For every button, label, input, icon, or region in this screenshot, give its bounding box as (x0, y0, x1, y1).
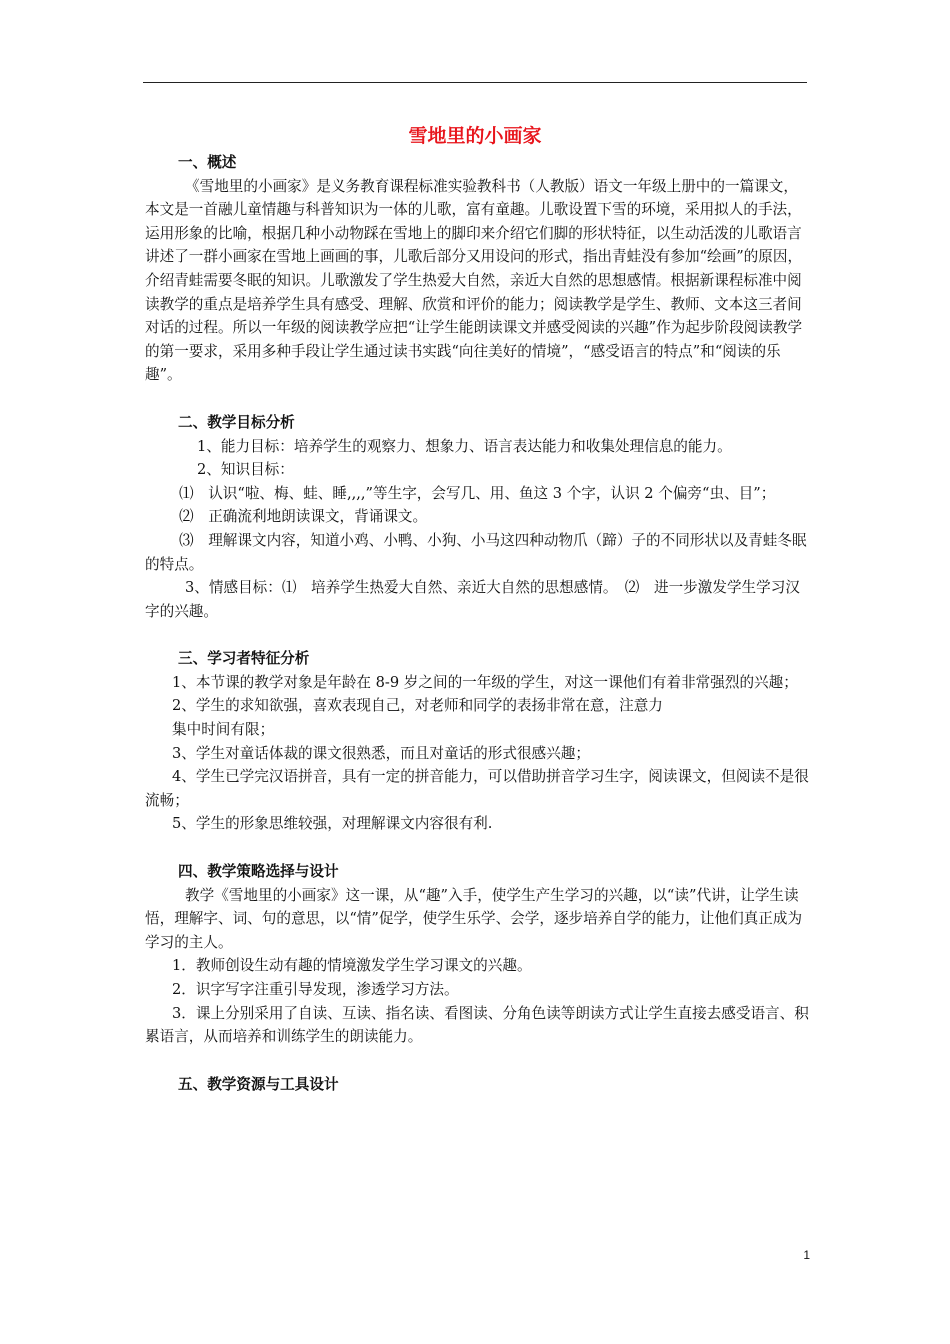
strategy-paragraph: 教学《雪地里的小画家》这一课，从“趣”入手，使学生产生学习的兴趣，以“读”代讲，让学生读悟，理解字、词、句的意思，以“情”促学，使学生乐学、会学，逐步培养自学的能力，让他们真正成为学习的主人。 (145, 886, 803, 951)
document-title: 雪地里的小画家 (408, 125, 542, 147)
strategy-item-3: 3．课上分别采用了自读、互读、指名读、看图读、分角色读等朗读方式让学生直接去感受语言、积累语言，从而培养和训练学生的朗读能力。 (145, 1004, 809, 1046)
learner-item-5: 5、学生的形象思维较强，对理解课文内容很有利. (172, 815, 493, 833)
learner-item-3: 3、学生对童话体裁的课文很熟悉，而且对童话的形式很感兴趣； (172, 744, 590, 762)
overview-paragraph: 《雪地里的小画家》是义务教育课程标准实验教科书（人教版）语文一年级上册中的一篇课文，本文是一首融儿童情趣与科普知识为一体的儿歌，富有童趣。儿歌设置下雪的环境，采用拟人的手法，运用形象的比喻，根据几种小动物踩在雪地上的脚印来介绍它们脚的形状特征，以生动活泼的儿歌语言讲述了一群小画家在雪地上画画的事，儿歌后部分又用设问的形式，指出青蛙没有参加“绘画”的原因，介绍青蛙需要冬眠的知识。儿歌激发了学生热爱大自然，亲近大自然的思想感情。根据新课程标准中阅读教学的重点是培养学生具有感受、理解、欣赏和评价的能力；阅读教学是学生、教师、文本这三者间对话的过程。所以一年级的阅读教学应把“让学生能朗读课文并感受阅读的兴趣”作为起步阶段阅读教学的第一要求，采用多种手段让学生通过读书实践“向往美好的情境”，“感受语言的特点”和“阅读的乐趣”。 (145, 177, 803, 384)
strategy-item-2: 2．识字写字注重引导发现，渗透学习方法。 (172, 981, 459, 998)
document-body (145, 151, 809, 1096)
section-heading-goals: 二、教学目标分析 (178, 413, 295, 431)
section-heading-resources: 五、教学资源与工具设计 (178, 1075, 339, 1093)
goal-ability: 1、能力目标：培养学生的观察力、想象力、语言表达能力和收集处理信息的能力。 (197, 437, 732, 455)
learner-item-2-cont: 集中时间有限； (172, 721, 275, 739)
section-heading-overview: 一、概述 (178, 154, 237, 171)
learner-item-2: 2、学生的求知欲强，喜欢表现自己，对老师和同学的表扬非常在意，注意力 (172, 697, 663, 715)
header-rule (143, 82, 807, 83)
goal-knowledge-item-3: ⑶ 理解课文内容，知道小鸡、小鸭、小狗、小马这四种动物爪（蹄）子的不同形状以及青蛙冬眠的特点。 (145, 531, 807, 573)
page-number: 1 (803, 1248, 810, 1262)
learner-item-4: 4、学生已学完汉语拼音，具有一定的拼音能力，可以借助拼音学习生字，阅读课文，但阅读不是很流畅； (145, 768, 809, 809)
goal-knowledge: 2、知识目标： (197, 461, 294, 479)
goal-knowledge-item-2: ⑵ 正确流利地朗读课文，背诵课文。 (179, 508, 428, 526)
section-heading-strategy: 四、教学策略选择与设计 (178, 863, 339, 881)
goal-knowledge-item-1: ⑴ 认识“啦、梅、蛙、睡,,,,”等生字，会写几、用、鱼这 3 个字，认识 2 个偏旁“虫、目”； (179, 484, 776, 502)
learner-item-1: 1、本节课的教学对象是年龄在 8-9 岁之间的一年级的学生，对这一课他们有着非常强烈的兴趣； (172, 673, 798, 691)
goal-emotion: 3、情感目标：⑴ 培养学生热爱大自然、亲近大自然的思想感情。 ⑵ 进一步激发学生学习汉字的兴趣。 (145, 579, 800, 620)
strategy-item-1: 1．教师创设生动有趣的情境激发学生学习课文的兴趣。 (172, 957, 532, 975)
section-heading-learners: 三、学习者特征分析 (178, 650, 310, 668)
